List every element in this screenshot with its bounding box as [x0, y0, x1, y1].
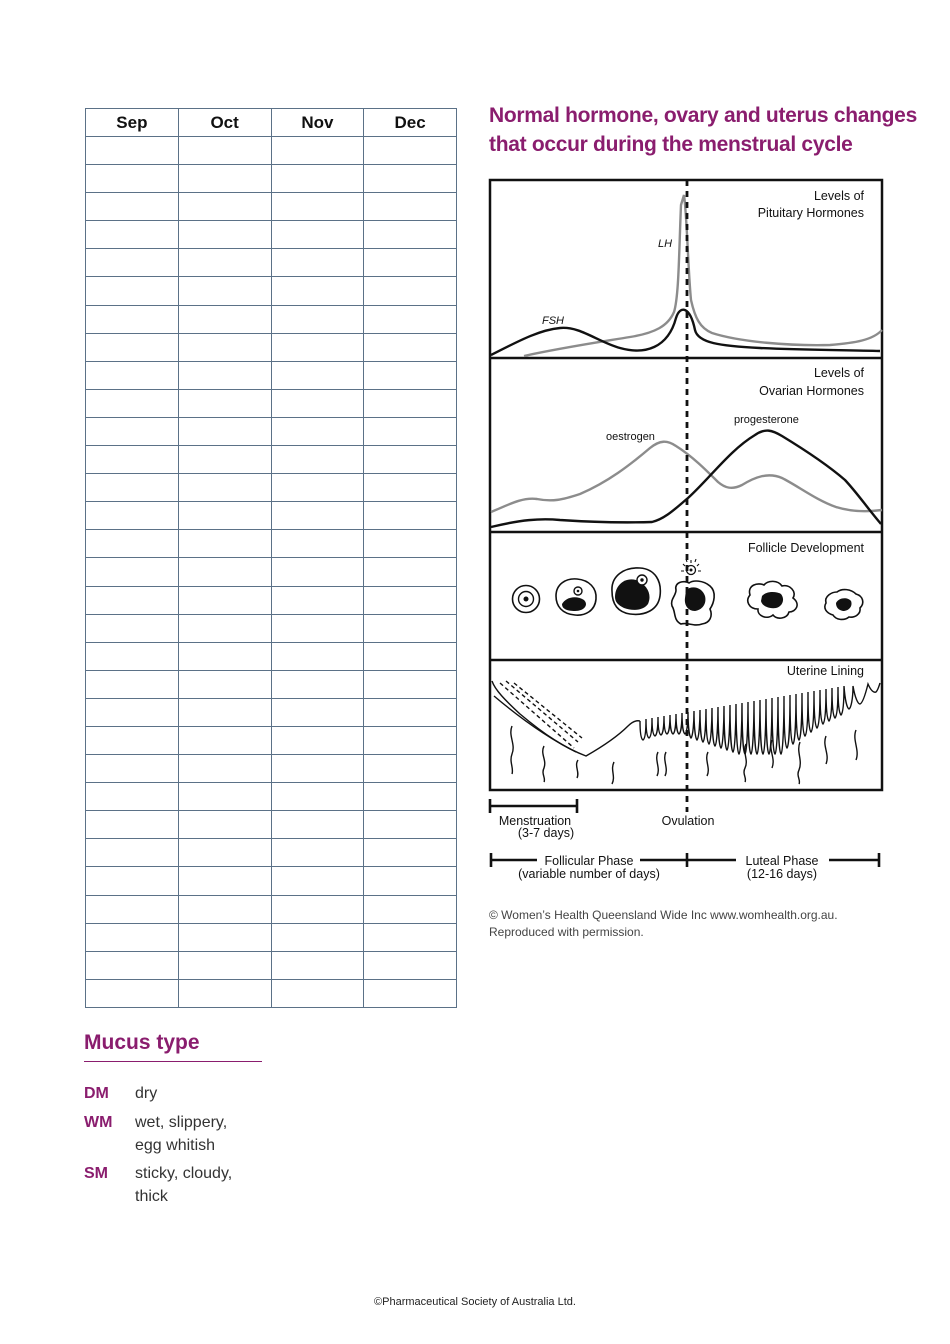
- calendar-cell[interactable]: [178, 895, 271, 923]
- lh-label: LH: [658, 238, 673, 250]
- calendar-cell[interactable]: [364, 895, 457, 923]
- follicle-stage-3: [612, 568, 660, 614]
- ovarian-label-line1: Levels of: [813, 366, 864, 380]
- calendar-cell[interactable]: [271, 586, 364, 614]
- calendar-row: [86, 614, 457, 642]
- calendar-cell[interactable]: [364, 530, 457, 558]
- calendar-row: [86, 446, 457, 474]
- credit-line-1: © Women’s Health Queensland Wide Inc www.womhealth.org.au.: [489, 908, 838, 922]
- calendar-cell[interactable]: [364, 783, 457, 811]
- menstruation-days: (3-7 days): [517, 826, 575, 840]
- calendar-cell[interactable]: [86, 839, 179, 867]
- mucus-desc-line: sticky, cloudy,: [135, 1165, 233, 1182]
- calendar-cell[interactable]: [178, 670, 271, 698]
- calendar-cell[interactable]: [178, 839, 271, 867]
- calendar-cell[interactable]: [271, 839, 364, 867]
- calendar-cell[interactable]: [271, 474, 364, 502]
- menstrual-cycle-diagram: [486, 176, 896, 886]
- calendar-cell[interactable]: [178, 361, 271, 389]
- calendar-cell[interactable]: [271, 305, 364, 333]
- calendar-cell[interactable]: [178, 333, 271, 361]
- calendar-cell[interactable]: [364, 979, 457, 1007]
- calendar-cell[interactable]: [178, 277, 271, 305]
- cycle-calendar-table: [85, 108, 457, 1008]
- calendar-cell[interactable]: [364, 755, 457, 783]
- calendar-row: [86, 923, 457, 951]
- calendar-cell[interactable]: [364, 249, 457, 277]
- calendar-cell[interactable]: [271, 558, 364, 586]
- calendar-cell[interactable]: [178, 389, 271, 417]
- calendar-row: [86, 389, 457, 417]
- mucus-description: [135, 1083, 275, 1106]
- calendar-row: [86, 867, 457, 895]
- calendar-cell[interactable]: [271, 698, 364, 726]
- calendar-row: [86, 839, 457, 867]
- calendar-cell[interactable]: [86, 502, 179, 530]
- calendar-cell[interactable]: [86, 979, 179, 1007]
- calendar-cell[interactable]: [364, 670, 457, 698]
- fsh-label: FSH: [542, 315, 564, 327]
- mucus-desc-line: dry: [135, 1085, 158, 1102]
- calendar-cell[interactable]: [178, 305, 271, 333]
- calendar-cell[interactable]: [86, 783, 179, 811]
- follicle-stage-ovulation: [672, 559, 715, 625]
- calendar-row: [86, 811, 457, 839]
- calendar-cell[interactable]: [178, 726, 271, 754]
- calendar-row: [86, 979, 457, 1007]
- calendar-cell[interactable]: [364, 923, 457, 951]
- mucus-code: WM: [84, 1114, 113, 1131]
- calendar-cell[interactable]: [86, 670, 179, 698]
- calendar-cell[interactable]: [364, 193, 457, 221]
- calendar-cell[interactable]: [364, 951, 457, 979]
- calendar-row: [86, 586, 457, 614]
- luteal-phase-days: (12-16 days): [746, 867, 818, 881]
- menstruation-bracket: [490, 799, 577, 813]
- calendar-row: [86, 558, 457, 586]
- calendar-cell[interactable]: [86, 867, 179, 895]
- calendar-row: [86, 530, 457, 558]
- calendar-cell[interactable]: [86, 361, 179, 389]
- calendar-cell[interactable]: [271, 446, 364, 474]
- calendar-cell[interactable]: [178, 586, 271, 614]
- calendar-cell[interactable]: [364, 305, 457, 333]
- uterine-label: Uterine Lining: [786, 664, 864, 678]
- calendar-cell[interactable]: [364, 726, 457, 754]
- mucus-code: DM: [84, 1085, 109, 1102]
- calendar-cell[interactable]: [271, 389, 364, 417]
- diagram-credit: [489, 907, 838, 940]
- calendar-cell[interactable]: [364, 614, 457, 642]
- calendar-cell[interactable]: [271, 923, 364, 951]
- calendar-body: [86, 137, 457, 1008]
- calendar-cell[interactable]: [364, 333, 457, 361]
- calendar-cell[interactable]: [86, 558, 179, 586]
- follicle-stage-2: [556, 579, 596, 615]
- calendar-cell[interactable]: [364, 474, 457, 502]
- calendar-cell[interactable]: [271, 361, 364, 389]
- calendar-cell[interactable]: [364, 389, 457, 417]
- calendar-row: [86, 221, 457, 249]
- calendar-row: [86, 333, 457, 361]
- calendar-row: [86, 165, 457, 193]
- month-header-nov: Nov: [271, 109, 364, 137]
- calendar-cell[interactable]: [271, 979, 364, 1007]
- calendar-cell[interactable]: [271, 670, 364, 698]
- calendar-row: [86, 951, 457, 979]
- pituitary-label-line2: Pituitary Hormones: [757, 206, 864, 220]
- calendar-row: [86, 642, 457, 670]
- calendar-cell[interactable]: [86, 923, 179, 951]
- calendar-cell[interactable]: [364, 502, 457, 530]
- calendar-cell[interactable]: [364, 698, 457, 726]
- calendar-cell[interactable]: [364, 165, 457, 193]
- calendar-cell[interactable]: [178, 642, 271, 670]
- calendar-row: [86, 417, 457, 445]
- mucus-description: [135, 1112, 275, 1157]
- calendar-cell[interactable]: [86, 895, 179, 923]
- calendar-cell[interactable]: [178, 165, 271, 193]
- calendar-row: [86, 895, 457, 923]
- calendar-cell[interactable]: [271, 867, 364, 895]
- calendar-cell[interactable]: [271, 530, 364, 558]
- calendar-cell[interactable]: [271, 165, 364, 193]
- follicle-stage-corpus-luteum: [748, 581, 797, 618]
- mucus-description: [135, 1163, 275, 1208]
- calendar-cell[interactable]: [364, 221, 457, 249]
- calendar-row: [86, 726, 457, 754]
- calendar-cell[interactable]: [364, 867, 457, 895]
- calendar-cell[interactable]: [364, 586, 457, 614]
- follicle-stage-regressing: [825, 590, 863, 620]
- calendar-cell[interactable]: [271, 417, 364, 445]
- calendar-cell[interactable]: [178, 530, 271, 558]
- calendar-cell[interactable]: [86, 277, 179, 305]
- calendar-cell[interactable]: [86, 811, 179, 839]
- calendar-cell[interactable]: [178, 951, 271, 979]
- follicle-stage-1: [513, 586, 540, 613]
- credit-line-2: Reproduced with permission.: [489, 924, 644, 939]
- calendar-cell[interactable]: [364, 446, 457, 474]
- calendar-cell[interactable]: [271, 755, 364, 783]
- oestrogen-label: oestrogen: [606, 431, 655, 443]
- calendar-cell[interactable]: [364, 137, 457, 165]
- calendar-cell[interactable]: [86, 417, 179, 445]
- calendar-cell[interactable]: [86, 586, 179, 614]
- calendar-cell[interactable]: [364, 417, 457, 445]
- calendar-cell[interactable]: [271, 951, 364, 979]
- calendar-cell[interactable]: [178, 193, 271, 221]
- mucus-desc-line: egg whitish: [135, 1136, 216, 1154]
- calendar-cell[interactable]: [178, 923, 271, 951]
- ovulation-label: Ovulation: [661, 814, 715, 828]
- calendar-cell[interactable]: [178, 446, 271, 474]
- calendar-cell[interactable]: [271, 137, 364, 165]
- calendar-cell[interactable]: [86, 642, 179, 670]
- calendar-cell[interactable]: [178, 614, 271, 642]
- calendar-cell[interactable]: [271, 277, 364, 305]
- mucus-type-heading: Mucus type: [84, 1031, 262, 1062]
- calendar-row: [86, 474, 457, 502]
- calendar-cell[interactable]: [86, 755, 179, 783]
- month-header-sep: Sep: [86, 109, 179, 137]
- calendar-cell[interactable]: [364, 277, 457, 305]
- calendar-row: [86, 277, 457, 305]
- menstruation-label: Menstruation: [498, 814, 572, 828]
- calendar-cell[interactable]: [364, 642, 457, 670]
- calendar-cell[interactable]: [271, 333, 364, 361]
- calendar-cell[interactable]: [178, 221, 271, 249]
- calendar-row: [86, 783, 457, 811]
- calendar-cell[interactable]: [178, 558, 271, 586]
- calendar-row: [86, 361, 457, 389]
- calendar-cell[interactable]: [271, 783, 364, 811]
- mucus-desc-line: thick: [135, 1187, 168, 1205]
- calendar-cell[interactable]: [86, 165, 179, 193]
- calendar-cell[interactable]: [178, 755, 271, 783]
- calendar-cell[interactable]: [86, 137, 179, 165]
- diagram-title: Normal hormone, ovary and uterus changes that occur during the menstrual cycle: [489, 104, 917, 156]
- calendar-row: [86, 249, 457, 277]
- calendar-cell[interactable]: [178, 502, 271, 530]
- calendar-cell[interactable]: [271, 221, 364, 249]
- calendar-cell[interactable]: [86, 726, 179, 754]
- calendar-cell[interactable]: [86, 530, 179, 558]
- calendar-cell[interactable]: [364, 811, 457, 839]
- calendar-cell[interactable]: [364, 839, 457, 867]
- calendar-cell[interactable]: [178, 783, 271, 811]
- calendar-row: [86, 755, 457, 783]
- calendar-cell[interactable]: [86, 389, 179, 417]
- calendar-cell[interactable]: [86, 698, 179, 726]
- calendar-cell[interactable]: [178, 137, 271, 165]
- calendar-cell[interactable]: [86, 951, 179, 979]
- follicular-phase-label: Follicular Phase: [544, 854, 634, 868]
- mucus-desc-line: wet, slippery,: [135, 1114, 228, 1131]
- calendar-cell[interactable]: [178, 867, 271, 895]
- mucus-code: SM: [84, 1165, 108, 1182]
- luteal-phase-label: Luteal Phase: [745, 854, 819, 868]
- calendar-cell[interactable]: [86, 193, 179, 221]
- calendar-cell[interactable]: [86, 614, 179, 642]
- calendar-cell[interactable]: [271, 193, 364, 221]
- calendar-row: [86, 193, 457, 221]
- calendar-cell[interactable]: [271, 642, 364, 670]
- calendar-cell[interactable]: [364, 361, 457, 389]
- month-header-oct: Oct: [178, 109, 271, 137]
- calendar-cell[interactable]: [86, 249, 179, 277]
- pituitary-label-line1: Levels of: [813, 189, 864, 203]
- calendar-row: [86, 502, 457, 530]
- calendar-cell[interactable]: [178, 474, 271, 502]
- progesterone-label: progesterone: [734, 414, 799, 426]
- calendar-cell[interactable]: [178, 417, 271, 445]
- calendar-header-row: [86, 109, 457, 137]
- calendar-cell[interactable]: [178, 811, 271, 839]
- calendar-cell[interactable]: [178, 698, 271, 726]
- calendar-cell[interactable]: [86, 474, 179, 502]
- calendar-cell[interactable]: [86, 446, 179, 474]
- follicular-phase-days: (variable number of days): [518, 867, 660, 881]
- calendar-cell[interactable]: [271, 614, 364, 642]
- calendar-cell[interactable]: [178, 249, 271, 277]
- calendar-row: [86, 698, 457, 726]
- calendar-row: [86, 305, 457, 333]
- calendar-cell[interactable]: [271, 895, 364, 923]
- calendar-cell[interactable]: [86, 333, 179, 361]
- calendar-cell[interactable]: [178, 979, 271, 1007]
- ovarian-label-line2: Ovarian Hormones: [759, 384, 864, 398]
- follicle-label: Follicle Development: [747, 541, 864, 555]
- calendar-cell[interactable]: [271, 726, 364, 754]
- calendar-cell[interactable]: [86, 221, 179, 249]
- calendar-cell[interactable]: [86, 305, 179, 333]
- month-header-dec: Dec: [364, 109, 457, 137]
- calendar-cell[interactable]: [271, 249, 364, 277]
- calendar-cell[interactable]: [364, 558, 457, 586]
- calendar-cell[interactable]: [271, 502, 364, 530]
- calendar-row: [86, 670, 457, 698]
- calendar-row: [86, 137, 457, 165]
- calendar-cell[interactable]: [271, 811, 364, 839]
- copyright-footer: ©Pharmaceutical Society of Australia Ltd.: [374, 1296, 576, 1308]
